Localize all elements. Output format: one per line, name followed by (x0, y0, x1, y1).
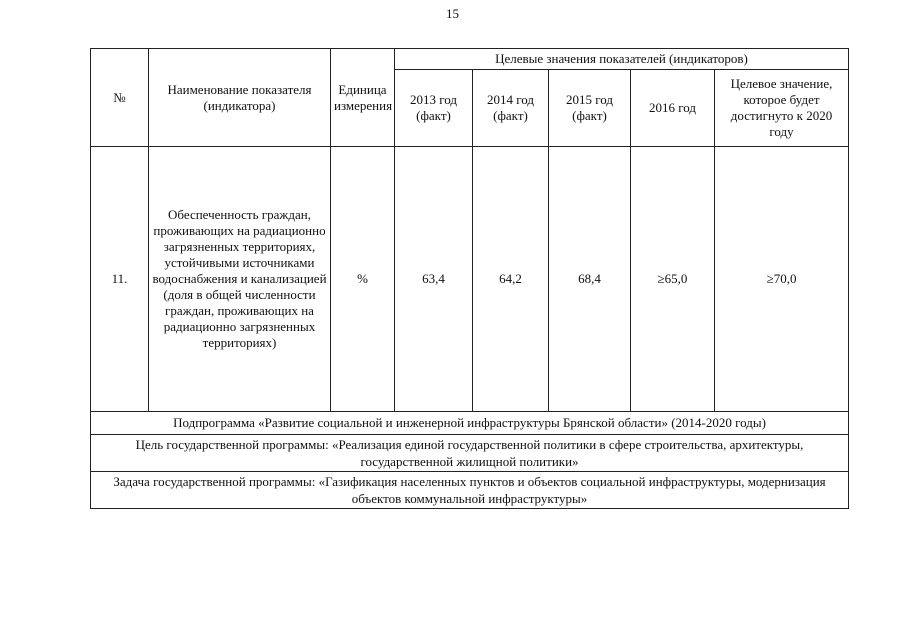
value-2015: 68,4 (549, 147, 631, 412)
page-number: 15 (446, 6, 459, 21)
indicator-name: Обеспеченность граждан, проживающих на радиационно загрязненных территориях, устойчивыми источниками водоснабжения и канализацией (доля в общей численности граждан, проживающих на радиационно загрязненных территориях) (149, 147, 331, 412)
header-num: № (91, 49, 149, 147)
header-year-2013: 2013 год (факт) (395, 70, 473, 147)
task-row (91, 472, 849, 509)
header-year-2015: 2015 год (факт) (549, 70, 631, 147)
value-2014: 64,2 (473, 147, 549, 412)
header-year-2014: 2014 год (факт) (473, 70, 549, 147)
value-target-2020: ≥70,0 (715, 147, 849, 412)
header-target-2020: Целевое значение, которое будет достигнуто к 2020 году (715, 70, 849, 147)
subprogram-row (91, 412, 849, 435)
value-2013: 63,4 (395, 147, 473, 412)
program-goal: Цель государственной программы: «Реализация единой государственной политики в сфере строительства, архитектуры, государственной жилищной политики» (91, 435, 849, 472)
header-year-2016: 2016 год (631, 70, 715, 147)
row-number: 11. (91, 147, 149, 412)
unit-cell: % (331, 147, 395, 412)
table-row (91, 147, 849, 412)
indicators-table (90, 48, 849, 509)
goal-row (91, 435, 849, 472)
header-row-group (91, 49, 849, 70)
value-2016: ≥65,0 (631, 147, 715, 412)
header-name: Наименование показателя (индикатора) (149, 49, 331, 147)
subprogram-title: Подпрограмма «Развитие социальной и инженерной инфраструктуры Брянской области» (2014-2020 годы) (91, 412, 849, 435)
program-task: Задача государственной программы: «Газификация населенных пунктов и объектов социальной инфраструктуры, модернизация объектов коммунальной инфраструктуры» (91, 472, 849, 509)
header-target-values: Целевые значения показателей (индикаторов) (395, 49, 849, 70)
header-unit: Единица измерения (331, 49, 395, 147)
